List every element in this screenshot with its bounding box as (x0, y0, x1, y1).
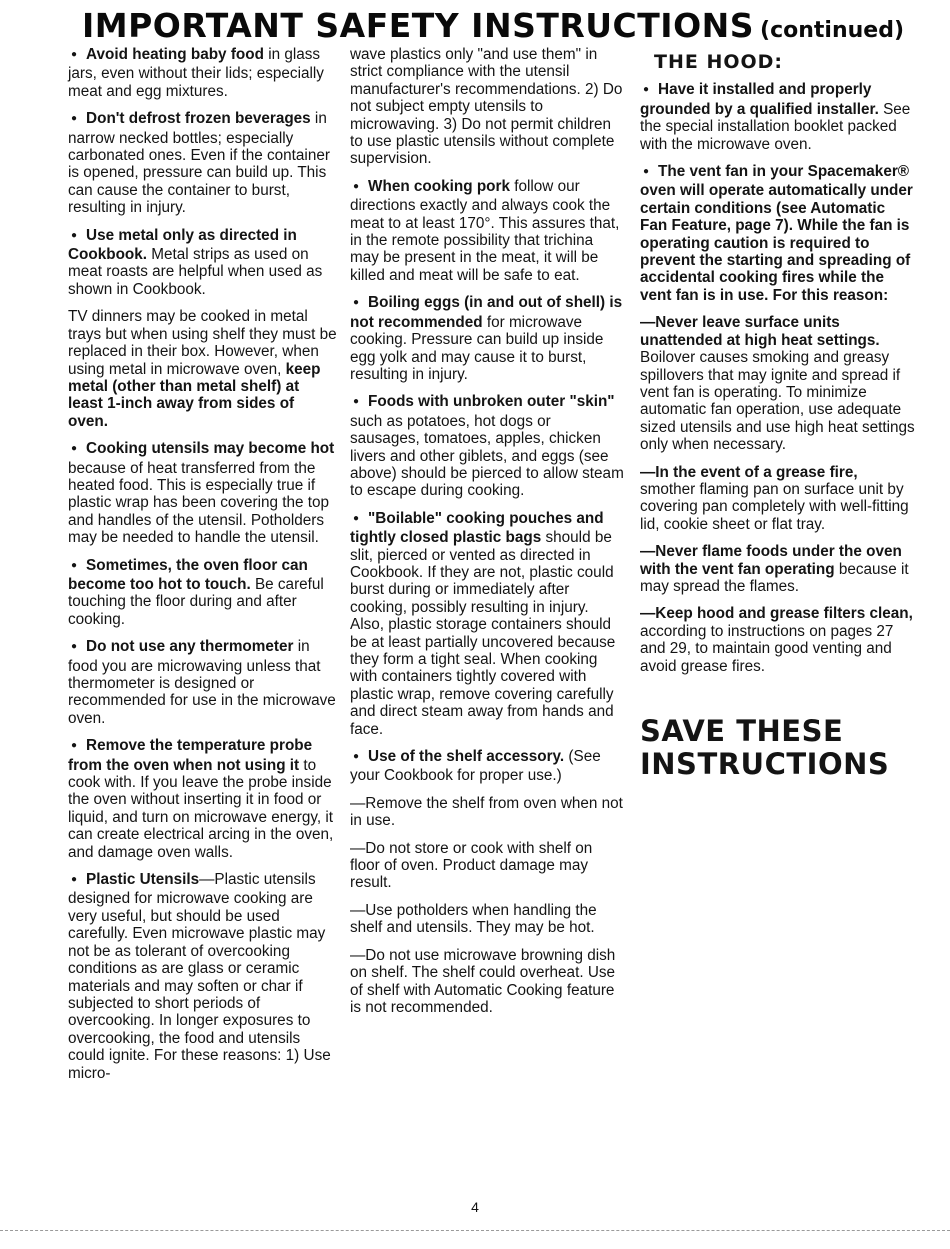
column-middle (350, 46, 624, 1026)
item-bold: Plastic Utensils (86, 871, 200, 889)
safety-item-metal (68, 227, 338, 299)
safety-item-shelf-accessory (350, 748, 624, 785)
safety-item-baby-food (68, 46, 338, 100)
safety-item-boiling-eggs (350, 294, 624, 383)
item-text: in narrow necked bottles; especially carbonated ones. Even if the container is opened, pressure can build up. This can cause the container to burst, resulting in injury. (68, 110, 330, 217)
item-text: in glass jars, even without their lids; especially meat and egg mixtures. (68, 46, 324, 100)
safety-item-frozen-beverages (68, 110, 338, 216)
item-bold: Cooking utensils may become hot (86, 440, 335, 458)
hood-rule-grease-fire (640, 464, 915, 534)
item-bold: Do not use any thermometer (86, 638, 294, 656)
safety-item-thermometer (68, 638, 338, 727)
item-text: according to instructions on pages 27 and 29, to maintain good venting and avoid grease fires. (640, 622, 894, 675)
item-bold: Foods with unbroken outer "skin" (368, 393, 615, 411)
item-text: smother flaming pan on surface unit by covering pan completely with well-fitting lid, cookie sheet or flat tray. (640, 480, 909, 533)
safety-item-temperature-probe (68, 737, 338, 861)
item-bold: —Never flame foods under the oven with the vent fan operating (640, 543, 902, 578)
item-bold: —In the event of a grease fire, (640, 463, 858, 481)
page-divider (0, 1230, 950, 1231)
safety-item-cooking-pouches (350, 510, 624, 738)
item-bold: Use of the shelf accessory. (368, 748, 565, 766)
safety-item-hood-install (640, 81, 915, 153)
shelf-rule: —Do not use microwave browning dish on shelf. The shelf could overheat. Use of shelf with Automatic Cooking feature is not recommended. (350, 946, 616, 1016)
item-text: Metal strips as used on meat roasts are helpful when used as shown in Cookbook. (68, 246, 323, 298)
safety-item-vent-fan (640, 163, 915, 304)
item-text: such as potatoes, hot dogs or sausages, tomatoes, apples, chicken livers and other giblets, and eggs (see above) should be pierced to allow steam to escape during cooking. (350, 412, 624, 500)
item-text: TV dinners may be cooked in metal trays but when using shelf they must be replaced in their box. However, when using metal in microwave oven, (68, 308, 337, 378)
title-main: IMPORTANT SAFETY INSTRUCTIONS (82, 6, 755, 45)
shelf-rule: —Do not store or cook with shelf on floor of oven. Product damage may result. (350, 839, 593, 892)
column-left (68, 46, 338, 1092)
item-text: should be slit, pierced or vented as directed in Cookbook. If they are not, plastic could burst during or immediately after cooking, possibly resulting in injury. Also, plastic storage containers should be at least partially uncovered because they form a tight seal. When cooking with containers tightly covered with plastic wrap, remove covering carefully and direct steam away from hands and face. (350, 529, 616, 738)
item-text: —Plastic utensils designed for microwave cooking are very useful, but should be used carefully. Even microwave plastic may not be as tolerant of overcooking conditions as are glass or ceramic materials and may soften or char if subjected to short periods of overcooking. In longer exposures to overcooking, the food and utensils could ignite. For these reasons: 1) Use micro- (68, 871, 331, 1082)
item-bold: —Never leave surface units unattended at high heat settings. (640, 314, 880, 349)
safety-item-hot-utensils (68, 440, 338, 546)
item-text: (See your Cookbook for proper use.) (350, 748, 601, 785)
hood-heading: THE HOOD: (654, 51, 784, 73)
item-text: to cook with. If you leave the probe inside the oven without inserting it in food or liquid, and turn on microwave energy, it can create electrical arcing in the oven, and damage oven walls. (68, 756, 334, 861)
safety-item-tv-dinners (68, 308, 338, 430)
item-bold: Don't defrost frozen beverages (86, 110, 311, 128)
item-text: wave plastics only "and use them" in strict compliance with the utensil manufacturer's recommendations. 2) Do not subject empty utensils to microwaving. 3) Do not permit children to use plastic utensils without complete supervision. (350, 46, 623, 168)
title-suffix: (continued) (760, 18, 904, 43)
item-text: in food you are microwaving unless that thermometer is designed or recommended for use in the microwave oven. (68, 638, 336, 727)
item-bold: Use metal only as directed in Cookbook. (68, 226, 297, 264)
shelf-rule: —Remove the shelf from oven when not in use. (350, 794, 623, 830)
hood-rule-flame-foods (640, 543, 915, 595)
item-bold: "Boilable" cooking pouches and tightly closed plastic bags (350, 509, 604, 547)
item-bold: —Keep hood and grease filters clean, (640, 605, 913, 623)
safety-item-pork (350, 178, 624, 284)
item-text: See the special installation booklet packed with the microwave oven. (640, 100, 911, 153)
item-bold: Boiling eggs (in and out of shell) is not recommended (350, 294, 623, 331)
hood-rule-filters (640, 605, 915, 675)
item-bold: Avoid heating baby food (86, 46, 264, 63)
item-bold: Remove the temperature probe from the oven when not using it (68, 737, 313, 774)
item-text: because of heat transferred from the heated food. This is especially true if plastic wrap has been covering the top and handles of the utensil. Potholders may be needed to handle the utensil. (68, 459, 330, 547)
item-bold: The vent fan in your Spacemaker® oven will operate automatically under certain conditions (see Automatic Fan Feature, page 7). While the fan is operating caution is required to prevent the starting and spreading of accidental cooking fires while the vent fan is in use. For this reason: (640, 163, 913, 304)
item-text: because it may spread the flames. (640, 560, 909, 595)
item-text: follow our directions exactly and always cook the meat to at least 170°. This assures that, in the remote possibility that trichina may be present in the meat, it will be killed and meat will be safe to eat. (350, 177, 620, 284)
item-bold: Sometimes, the oven floor can become too hot to touch. (68, 556, 308, 593)
item-bold: keep metal (other than metal shelf) at least 1-inch away from sides of oven. (68, 360, 321, 430)
hood-rule-surface-units (640, 314, 915, 453)
column-right (640, 46, 915, 781)
item-text: Boilover causes smoking and greasy spillovers that may ignite and spread if vent fan is operating. To minimize automatic fan operation, use adequate sized utensils and use high heat settings only when necessary. (640, 349, 915, 454)
shelf-rule: —Use potholders when handling the shelf and utensils. They may be hot. (350, 901, 597, 937)
item-text: Be careful touching the floor during and after cooking. (68, 575, 324, 628)
item-text: for microwave cooking. Pressure can build up inside egg yolk and may cause it to burst, resulting in injury. (350, 313, 604, 383)
safety-item-plastic-utensils (68, 871, 338, 1082)
page-title (82, 6, 904, 45)
item-bold: Have it installed and properly grounded by a qualified installer. (640, 81, 879, 118)
safety-item-oven-floor (68, 557, 338, 629)
save-instructions-heading: SAVE THESE INSTRUCTIONS (640, 714, 890, 781)
safety-item-unbroken-skin (350, 393, 624, 499)
page-number: 4 (471, 1199, 479, 1215)
item-bold: When cooking pork (368, 177, 510, 195)
safety-item-plastic-continued (350, 46, 624, 168)
